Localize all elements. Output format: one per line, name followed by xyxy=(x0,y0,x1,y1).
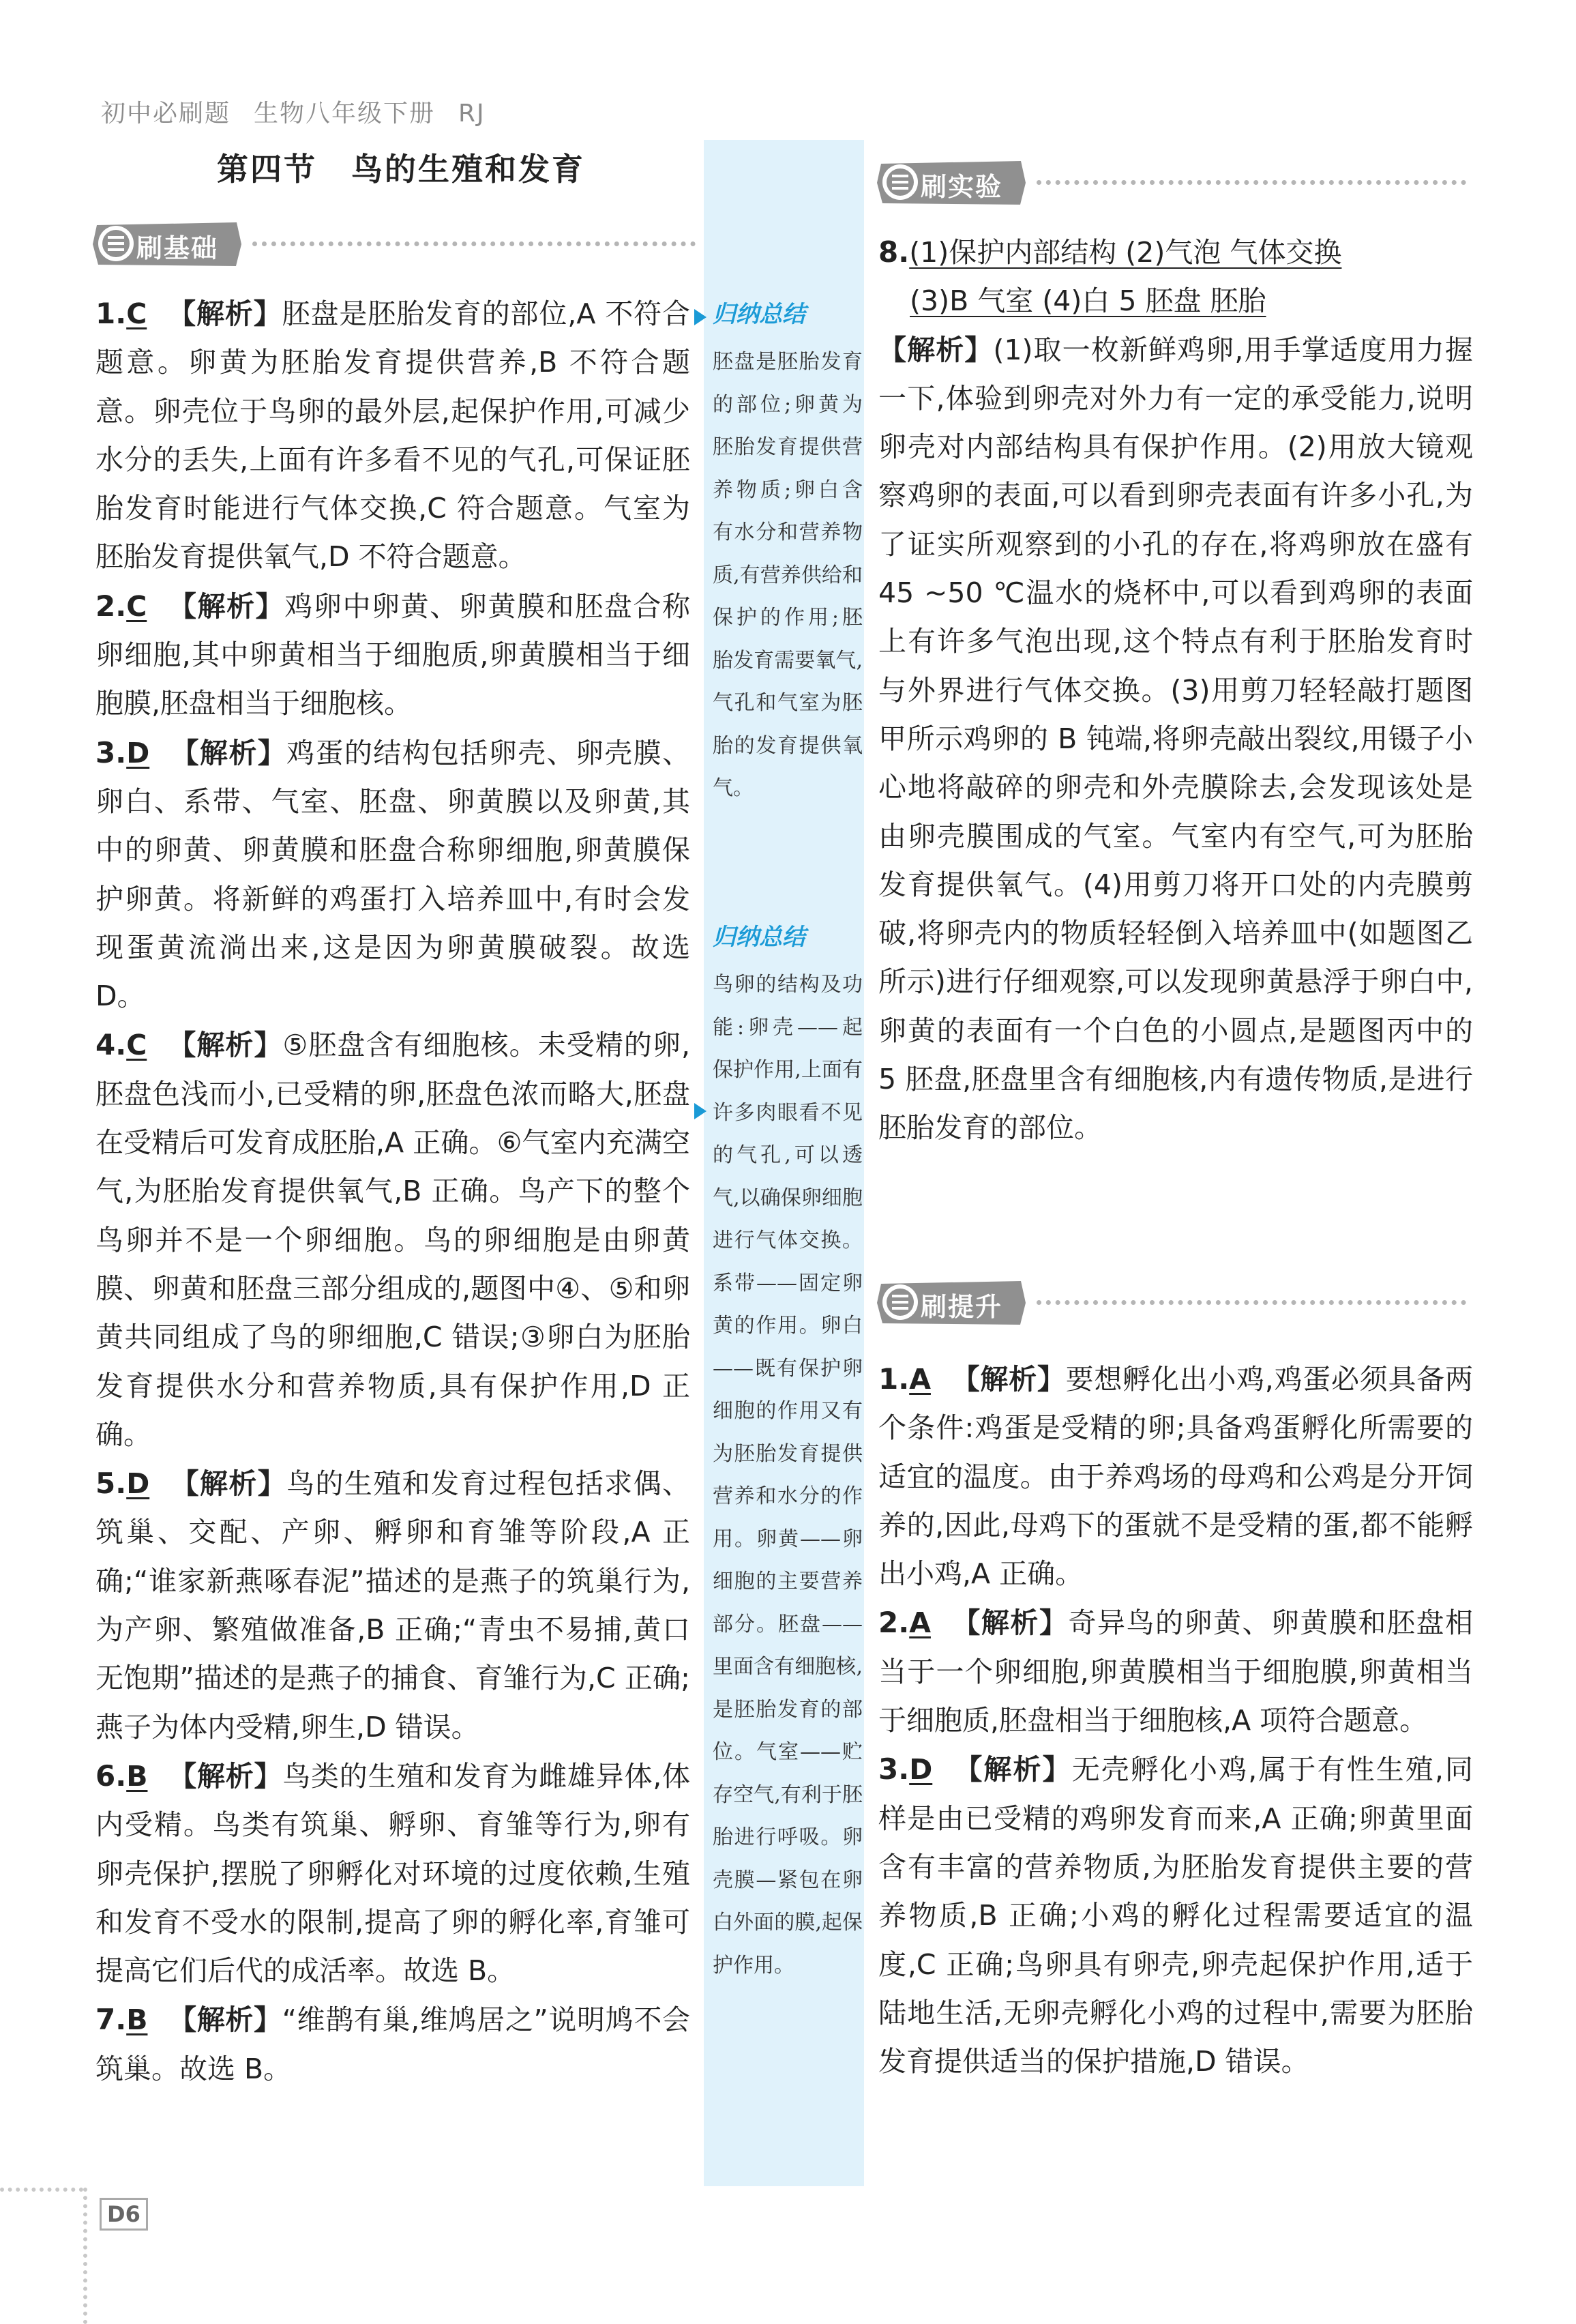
pointer-arrow-icon xyxy=(694,309,707,325)
banner-basic-label: 刷基础 xyxy=(136,233,219,263)
side-note xyxy=(713,293,863,810)
list-item: 2.C 【解析】鸡卵中卵黄、卵黄膜和胚盘合称卵细胞,其中卵黄相当于细胞质,卵黄膜相当于细胞膜,胚盘相当于细胞核。 xyxy=(95,589,691,720)
banner-experiment-label: 刷实验 xyxy=(921,172,1003,202)
answer-letter: B xyxy=(126,2003,148,2037)
list-item: 3.D 【解析】无壳孵化小鸡,属于有性生殖,同样是由已受精的鸡卵发育而来,A 正确;卵黄里面含有丰富的营养物质,为胚胎发育提供主要的营养物质,B 正确;小鸡的孵化过程需要适宜的温度,C 正确;鸟卵具有卵壳,卵壳起保护作用,适于陆地生活,无卵壳孵化小鸡的过程中,需要为胚胎发育提供适当的保护措施,D 错误。 xyxy=(878,1752,1473,2078)
answer-fill: (3)B 气室 (4)白 5 胚盘 胚胎 xyxy=(910,284,1266,318)
book-title: 初中必刷题 xyxy=(101,100,231,128)
corner-decoration xyxy=(83,2188,87,2324)
banner-experiment xyxy=(874,156,1474,210)
experiment-block xyxy=(878,228,1473,1153)
experiment-analysis: 【解析】(1)取一枚新鲜鸡卵,用手掌适度用力握一下,体验到卵壳对外力有一定的承受能力,说明卵壳对内部结构具有保护作用。(2)用放大镜观察鸡卵的表面,可以看到卵壳表面有许多小孔,为了证实所观察到的小孔的存在,将鸡卵放在盛有 45 ~50 ℃温水的烧杯中,可以看到鸡卵的表面上有许多气泡出现,这个特点有利于胚胎发育时与外界进行气体交换。(3)用剪刀轻轻敲打题图甲所示鸡卵的 B 钝端,将卵壳敲出裂纹,用镊子小心地将敲碎的卵壳和外壳膜除去,会发现该处是由卵壳膜围成的气室。气室内有空气,可为胚胎发育提供氧气。(4)用剪刀将开口处的内壳膜剪破,将卵壳内的物质轻轻倒入培养皿中(如题图乙所示)进行仔细观察,可以发现卵黄悬浮于卵白中,卵黄的表面有一个白色的小圆点,是题图丙中的 5 胚盘,胚盘里含有细胞核,内有遗传物质,是进行胚胎发育的部位。 xyxy=(878,333,1474,1145)
list-item: 5.D 【解析】鸟的生殖和发育过程包括求偶、筑巢、交配、产卵、孵卵和育雏等阶段,A 正确;“谁家新燕啄春泥”描述的是燕子的筑巢行为,为产卵、繁殖做准备,B 正确;“青虫不易捕,黄口无饱期”描述的是燕子的捕食、育雏行为,C 正确;燕子为体内受精,卵生,D 错误。 xyxy=(95,1467,691,1744)
side-note xyxy=(713,916,863,1987)
section-name: 鸟的生殖和发育 xyxy=(351,151,585,188)
answer-letter: D xyxy=(126,1467,150,1501)
list-item: 2.A 【解析】奇异鸟的卵黄、卵黄膜和胚盘相当于一个卵细胞,卵黄膜相当于细胞膜,卵黄相当于细胞质,胚盘相当于细胞核,A 项符合题意。 xyxy=(878,1606,1474,1737)
answer-letter: A xyxy=(909,1363,931,1396)
section-title xyxy=(217,145,619,190)
divider xyxy=(1037,180,1466,185)
answer-letter: C xyxy=(126,1029,147,1062)
list-item: 3.D 【解析】鸡蛋的结构包括卵壳、卵壳膜、卵白、系带、气室、胚盘、卵黄膜以及卵黄,其中的卵黄、卵黄膜和胚盘合称卵细胞,卵黄膜保护卵黄。将新鲜的鸡蛋打入培养皿中,有时会发现蛋黄流淌出来,这是因为卵黄膜破裂。故选 D。 xyxy=(95,735,691,1013)
banner-advanced-label: 刷提升 xyxy=(921,1292,1003,1322)
divider xyxy=(252,241,696,246)
list-item: 1.A 【解析】要想孵化出小鸡,鸡蛋必须具备两个条件:鸡蛋是受精的卵;具备鸡蛋孵化所需要的适宜的温度。由于养鸡场的母鸡和公鸡是分开饲养的,因此,母鸡下的蛋就不是受精的蛋,都不能孵出小鸡,A 正确。 xyxy=(878,1362,1474,1591)
answer-letter: B xyxy=(126,1759,148,1793)
side-note-text: 鸟卵的结构及功能:卵壳——起保护作用,上面有许多肉眼看不见的气孔,可以透气,以确保卵细胞进行气体交换。系带——固定卵黄的作用。卵白——既有保护卵细胞的作用又有为胚胎发育提供营养和水分的作用。卵黄——卵细胞的主要营养部分。胚盘——里面含有细胞核,是胚胎发育的部位。气室——贮存空气,有利于胚胎进行呼吸。卵壳膜—紧包在卵白外面的膜,起保护作用。 xyxy=(713,973,863,1977)
list-item: 7.B 【解析】“维鹊有巢,维鸠居之”说明鸠不会筑巢。故选 B。 xyxy=(95,2003,691,2085)
corner-decoration xyxy=(0,2188,83,2192)
answer-letter: C xyxy=(126,297,147,330)
experiment-answer-line xyxy=(878,277,1473,325)
side-note-heading: 归纳总结 xyxy=(713,301,805,328)
list-item: 1.C 【解析】胚盘是胚胎发育的部位,A 不符合题意。卵黄为胚胎发育提供营养,B 不符合题意。卵壳位于鸟卵的最外层,起保护作用,可减少水分的丢失,上面有许多看不见的气孔,可保证胚胎发育时能进行气体交换,C 符合题意。气室为胚胎发育提供氧气,D 不符合题意。 xyxy=(95,297,690,574)
list-item: 4.C 【解析】⑤胚盘含有细胞核。未受精的卵,胚盘色浅而小,已受精的卵,胚盘色浓而略大,胚盘在受精后可发育成胚胎,A 正确。⑥气室内充满空气,为胚胎发育提供氧气,B 正确。鸟产下的整个鸟卵并不是一个卵细胞。鸟的卵细胞是由卵黄膜、卵黄和胚盘三部分组成的,题图中④、⑤和卵黄共同组成了鸟的卵细胞,C 错误;③卵白为胚胎发育提供水分和营养物质,具有保护作用,D 正确。 xyxy=(95,1028,690,1451)
advanced-block xyxy=(878,1355,1473,2086)
side-note-heading: 归纳总结 xyxy=(713,924,805,951)
banner-advanced xyxy=(874,1276,1474,1330)
answer-letter: C xyxy=(126,589,147,623)
left-column xyxy=(95,289,690,2093)
pointer-arrow-icon xyxy=(694,1103,707,1119)
answer-fill: (1)保护内部结构 (2)气泡 气体交换 xyxy=(909,236,1342,269)
side-note-text: 胚盘是胚胎发育的部位;卵黄为胚胎发育提供营养物质;卵白含有水分和营养物质,有营养供给和保护的作用;胚胎发育需要氧气,气孔和气室为胚胎的发育提供氧气。 xyxy=(713,350,863,800)
banner-basic xyxy=(90,217,701,271)
section-number: 第四节 xyxy=(217,151,317,188)
running-header xyxy=(101,94,509,129)
edition-label: RJ xyxy=(458,100,486,128)
subject-label: 生物八年级下册 xyxy=(254,100,436,128)
experiment-answer-line: 8.(1)保护内部结构 (2)气泡 气体交换 xyxy=(878,235,1342,269)
divider xyxy=(1037,1300,1466,1305)
answer-letter: D xyxy=(909,1753,933,1786)
answer-letter: A xyxy=(909,1606,931,1640)
answer-letter: D xyxy=(126,736,150,769)
page-number: D6 xyxy=(100,2198,148,2231)
list-item: 6.B 【解析】鸟类的生殖和发育为雌雄异体,体内受精。鸟类有筑巢、孵卵、育雏等行为,卵有卵壳保护,摆脱了卵孵化对环境的过度依赖,生殖和发育不受水的限制,提高了卵的孵化率,育雏可提高它们后代的成活率。故选 B。 xyxy=(95,1759,691,1988)
